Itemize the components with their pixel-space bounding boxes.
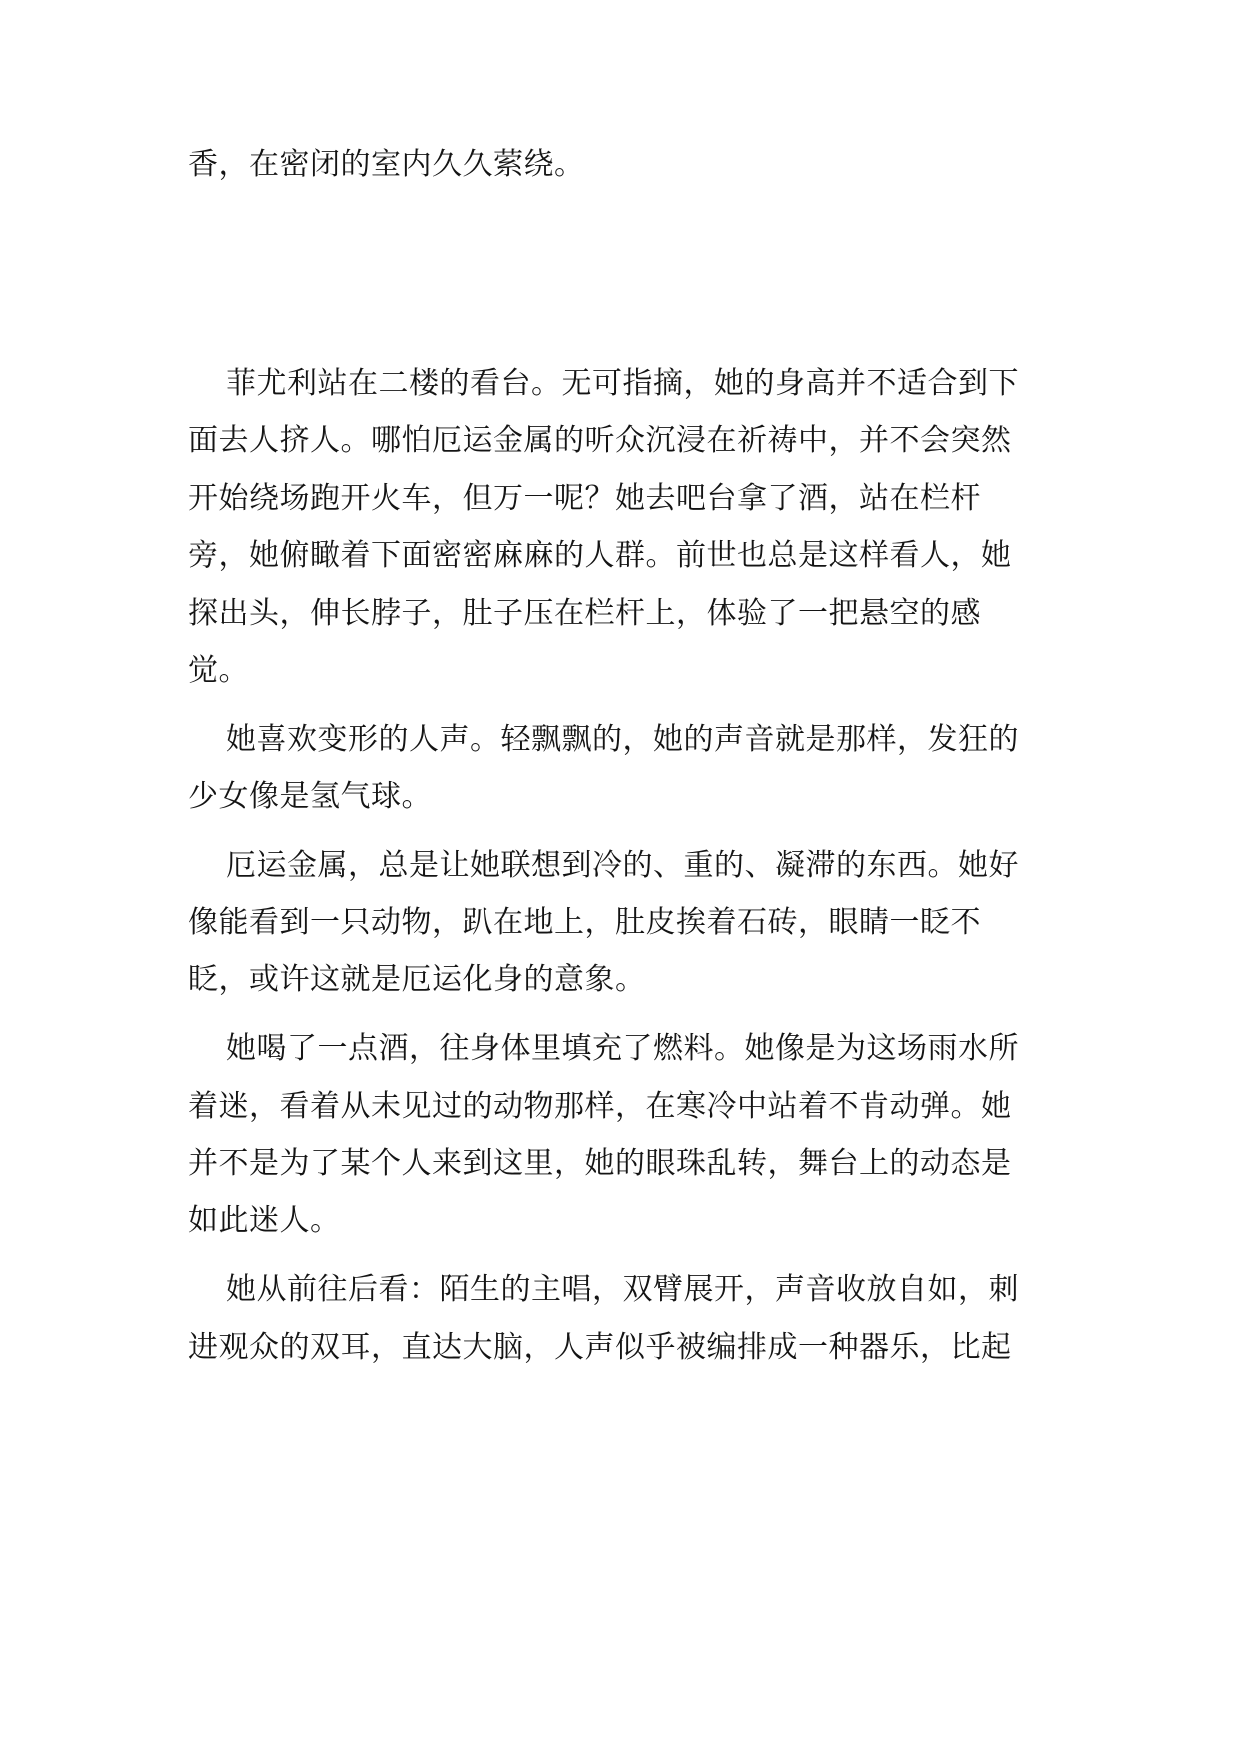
text-line: 她喜欢变形的人声。轻飘飘的，她的声音就是那样，发狂的: [226, 722, 1019, 757]
text-line: 旁，她俯瞰着下面密密麻麻的人群。前世也总是这样看人，她: [188, 538, 1012, 573]
text-line: 眨，或许这就是厄运化身的意象。: [188, 962, 646, 997]
text-line: 少女像是氢气球。: [188, 779, 432, 814]
text-line: 如此迷人。: [188, 1203, 341, 1238]
text-line: 香，在密闭的室内久久萦绕。: [188, 147, 585, 182]
text-line: 并不是为了某个人来到这里，她的眼珠乱转，舞台上的动态是: [188, 1146, 1012, 1181]
text-line: 着迷，看着从未见过的动物那样，在寒冷中站着不肯动弹。她: [188, 1089, 1012, 1124]
text-line: 菲尤利站在二楼的看台。无可指摘，她的身高并不适合到下: [226, 366, 1019, 401]
text-line: 她喝了一点酒，往身体里填充了燃料。她像是为这场雨水所: [226, 1031, 1019, 1066]
text-line: 面去人挤人。哪怕厄运金属的听众沉浸在祈祷中，并不会突然: [188, 423, 1012, 458]
text-line: 探出头，伸长脖子，肚子压在栏杆上，体验了一把悬空的感: [188, 596, 981, 631]
text-line: 厄运金属，总是让她联想到冷的、重的、凝滞的东西。她好: [226, 848, 1019, 883]
text-line: 进观众的双耳，直达大脑，人声似乎被编排成一种器乐，比起: [188, 1330, 1012, 1365]
text-line: 她从前往后看：陌生的主唱，双臂展开，声音收放自如，刺: [226, 1272, 1019, 1307]
text-line: 觉。: [188, 653, 249, 688]
text-line: 开始绕场跑开火车，但万一呢？她去吧台拿了酒，站在栏杆: [188, 481, 981, 516]
text-line: 像能看到一只动物，趴在地上，肚皮挨着石砖，眼睛一眨不: [188, 905, 981, 940]
